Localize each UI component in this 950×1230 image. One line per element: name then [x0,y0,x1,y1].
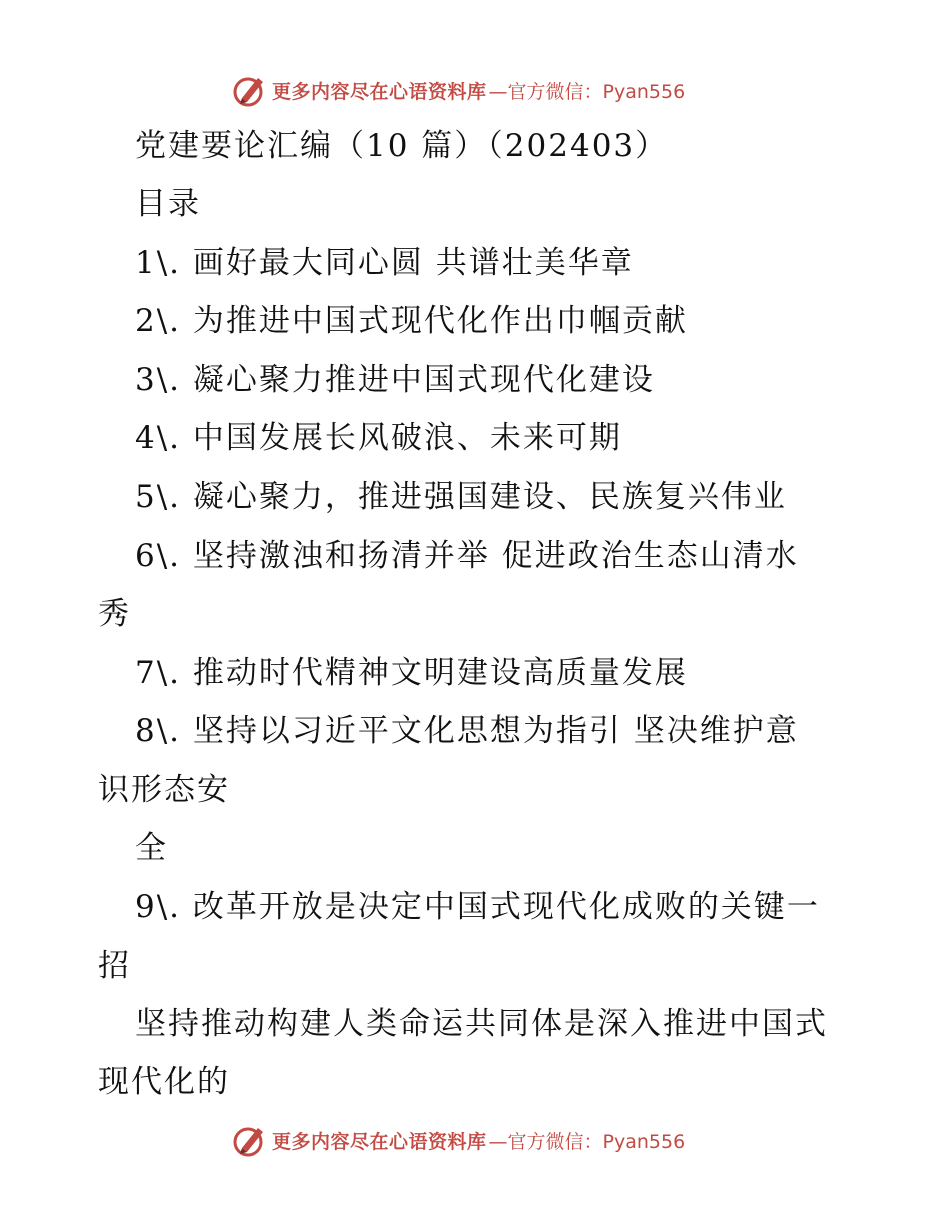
toc-line: 9\. 改革开放是决定中国式现代化成败的关键一 [135,889,820,925]
toc-line-continuation: 全 [135,830,168,866]
pen-logo-icon [232,72,268,108]
watermark-wechat-text: —官方微信：Pyan556 [488,80,686,103]
watermark-header [232,70,685,110]
toc-line: 7\. 推动时代精神文明建设高质量发展 [135,655,688,691]
toc-line: 4\. 中国发展长风破浪、未来可期 [135,420,622,456]
watermark-wechat-text: —官方微信：Pyan556 [488,1130,686,1153]
pen-logo-icon [232,1122,268,1158]
toc-line: 6\. 坚持激浊和扬清并举 促进政治生态山清水 [135,538,799,574]
document-title: 党建要论汇编（10 篇）（202403） [135,128,669,164]
toc-line-continuation: 识形态安 [98,772,230,808]
toc-line: 8\. 坚持以习近平文化思想为指引 坚决维护意 [135,713,799,749]
toc-line: 坚持推动构建人类命运共同体是深入推进中国式 [135,1006,828,1042]
toc-heading: 目录 [135,186,201,222]
watermark-main-text: 更多内容尽在心语资料库 [272,80,487,103]
toc-line: 3\. 凝心聚力推进中国式现代化建设 [135,362,655,398]
toc-line-continuation: 现代化的 [98,1064,230,1100]
watermark-main-text: 更多内容尽在心语资料库 [272,1130,487,1153]
toc-line-continuation: 招 [98,948,131,984]
toc-line: 5\. 凝心聚力，推进强国建设、民族复兴伟业 [135,479,787,515]
toc-line: 2\. 为推进中国式现代化作出巾帼贡献 [135,303,688,339]
watermark-footer [232,1120,685,1160]
toc-line-continuation: 秀 [98,596,131,632]
toc-line: 1\. 画好最大同心圆 共谱壮美华章 [135,245,634,281]
